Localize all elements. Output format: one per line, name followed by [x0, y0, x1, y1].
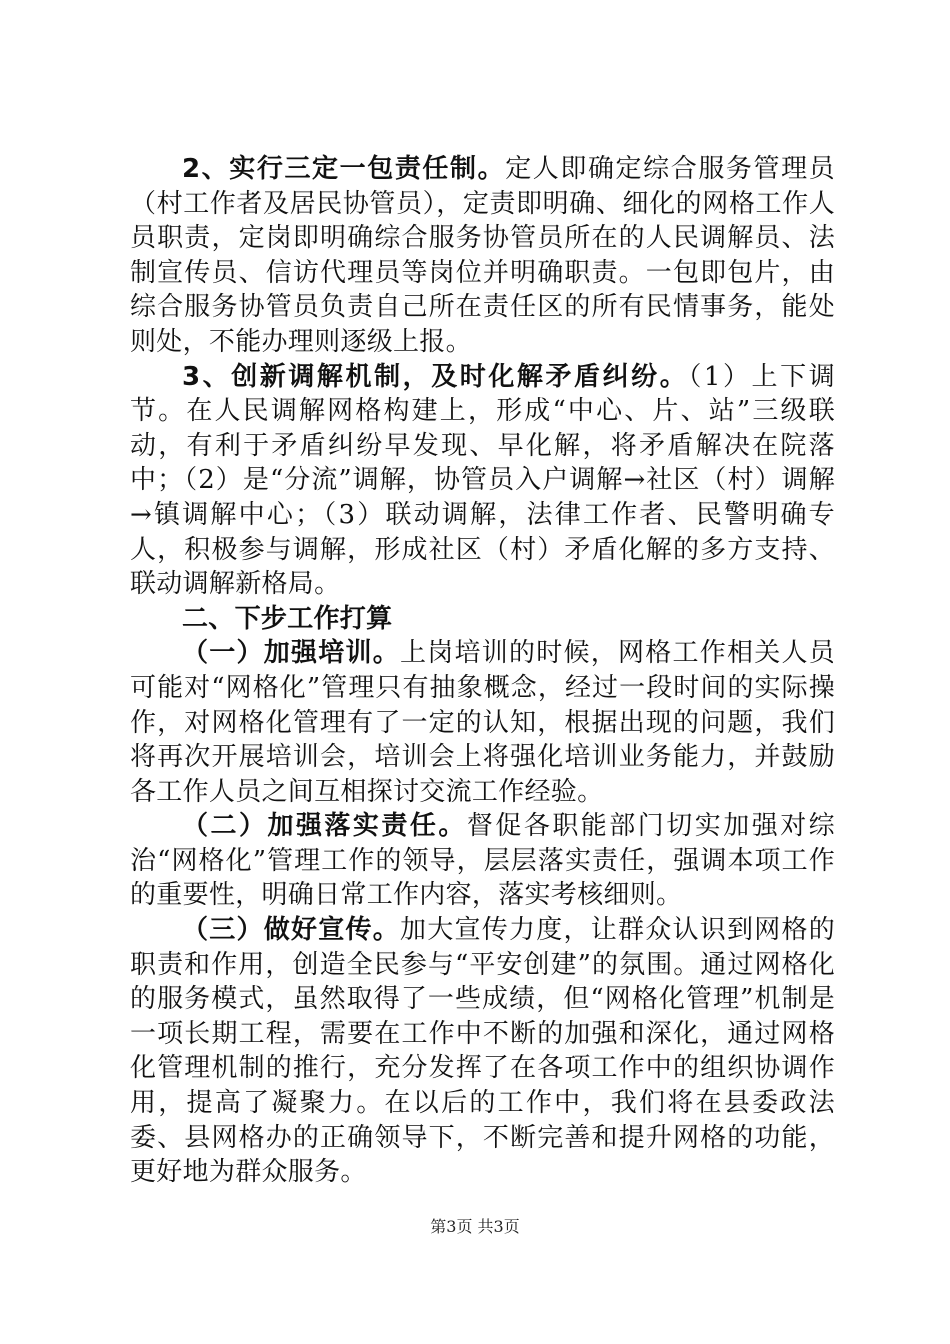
paragraph-lead: （三）做好宣传。	[182, 915, 400, 946]
paragraph-lead: 3、创新调解机制，及时化解矛盾纠纷。	[182, 361, 689, 392]
paragraph-text: （1）上下调节。在人民调解网格构建上，形成“中心、片、站”三级联动，有利于矛盾纠纷早发现、早化解，将矛盾解决在院落中；（2）是“分流”调解，协管员入户调解→社区（村）调解→镇调解中心；（3）联动调解，法律工作者、民警明确专人，积极参与调解，形成社区（村）矛盾化解的多方支持、联动调解新格局。	[130, 361, 835, 600]
paragraph-lead: 2、实行三定一包责任制。	[182, 154, 506, 184]
paragraph-publicity	[130, 913, 835, 1190]
document-body	[130, 152, 835, 1190]
paragraph-mediation-mechanism	[130, 360, 835, 602]
paragraph-training	[130, 636, 835, 809]
paragraph-responsibility	[130, 809, 835, 913]
paragraph-text: 上岗培训的时候，网格工作相关人员可能对“网格化”管理只有抽象概念，经过一段时间的实际操作，对网格化管理有了一定的认知，根据出现的问题，我们将再次开展培训会，培训会上将强化培训业务能力，并鼓励各工作人员之间互相探讨交流工作经验。	[130, 638, 835, 807]
section-heading: 二、下步工作打算	[182, 603, 393, 634]
paragraph-responsibility-system	[130, 152, 835, 360]
paragraph-lead: （一）加强培训。	[182, 638, 400, 669]
paragraph-text: 定人即确定综合服务管理员（村工作者及居民协管员），定责即明确、细化的网格工作人员职责，定岗即明确综合服务协管员所在的人民调解员、法制宣传员、信访代理员等岗位并明确职责。一包即包片，由综合服务协管员负责自己所在责任区的所有民情事务，能处则处，不能办理则逐级上报。	[130, 154, 835, 357]
paragraph-text: 督促各职能部门切实加强对综治“网格化”管理工作的领导，层层落实责任，强调本项工作的重要性，明确日常工作内容，落实考核细则。	[130, 811, 835, 911]
paragraph-lead: （二）加强落实责任。	[182, 811, 467, 842]
paragraph-text: 加大宣传力度，让群众认识到网格的职责和作用，创造全民参与“平安创建”的氛围。通过网格化的服务模式，虽然取得了一些成绩，但“网格化管理”机制是一项长期工程，需要在工作中不断的加强和深化，通过网格化管理机制的推行，充分发挥了在各项工作中的组织协调作用，提高了凝聚力。在以后的工作中，我们将在县委政法委、县网格办的正确领导下，不断完善和提升网格的功能，更好地为群众服务。	[130, 915, 835, 1188]
page-number: 第3页 共3页	[430, 1217, 520, 1236]
page-footer	[0, 1214, 950, 1237]
